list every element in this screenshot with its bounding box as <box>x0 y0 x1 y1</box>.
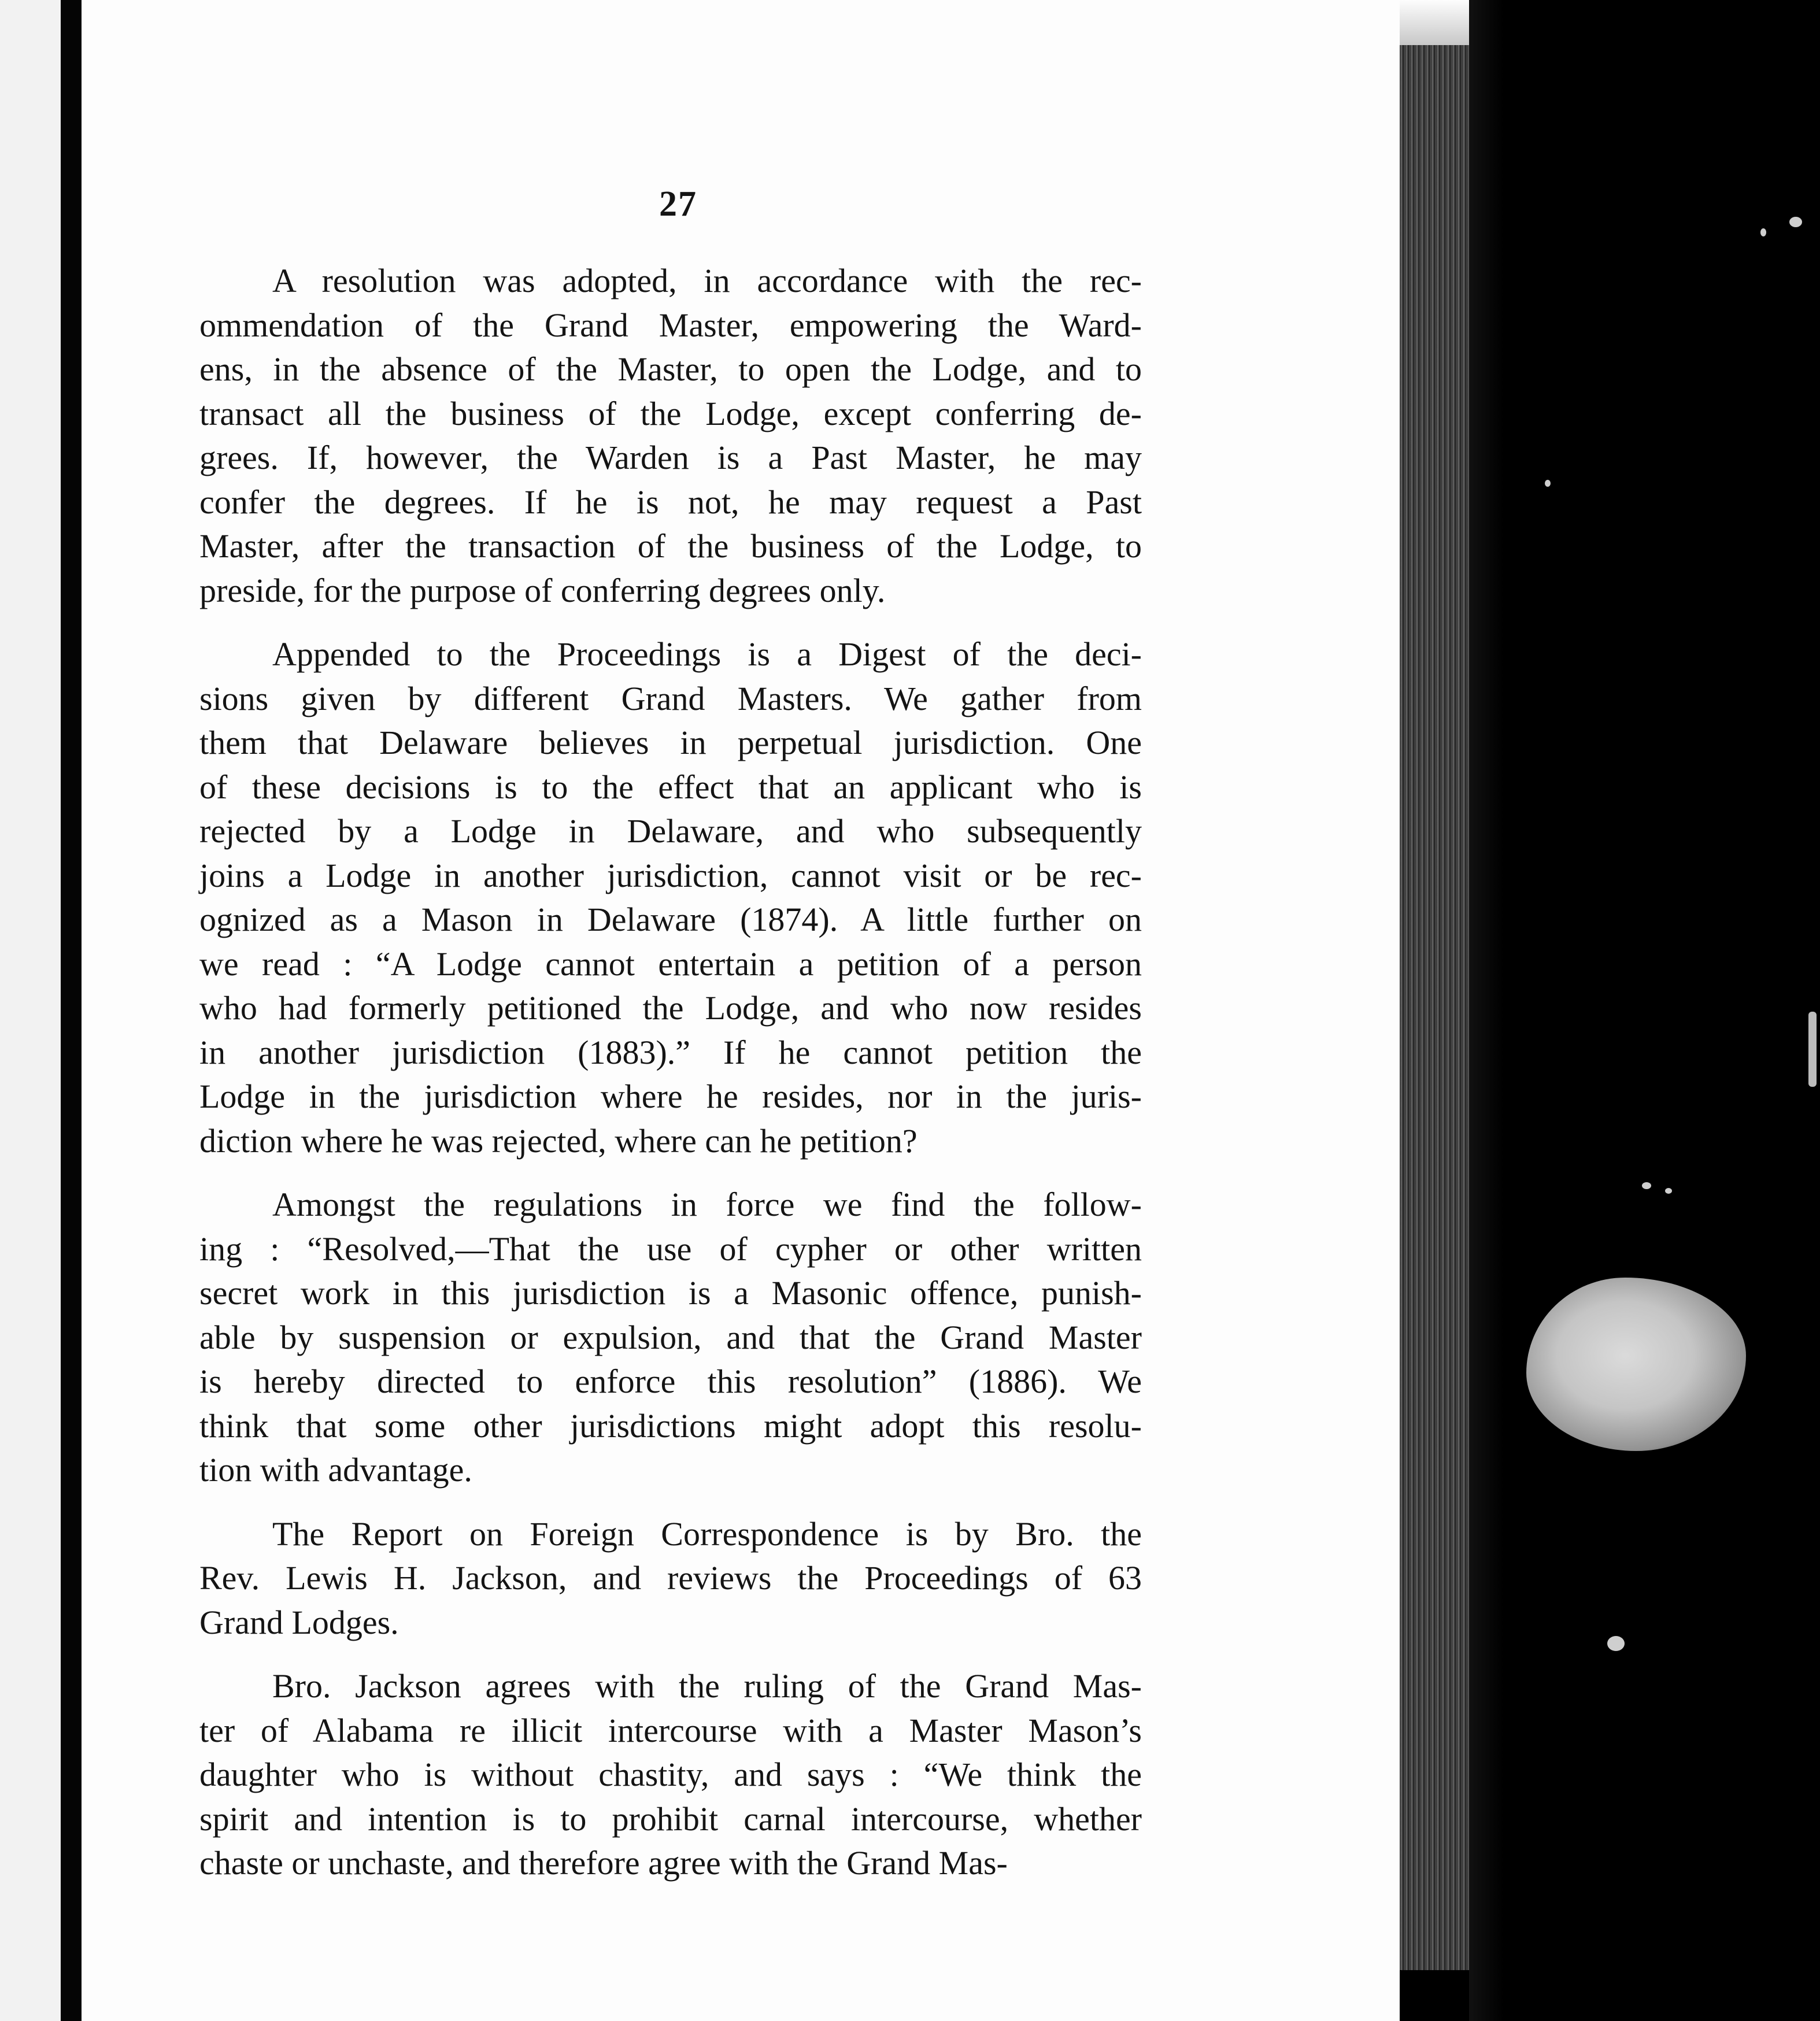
text-line: rejected by a Lodge in Delaware, and who subsequently <box>199 812 1142 850</box>
text-line: Master, after the transaction of the business of the Lodge, to <box>199 527 1142 565</box>
dust-speck <box>1607 1636 1625 1651</box>
paragraph <box>199 259 1142 613</box>
text-line: A resolution was adopted, in accordance with the rec- <box>272 262 1142 299</box>
paragraph <box>199 1664 1142 1886</box>
text-line: Lodge in the jurisdiction where he resides, nor in the juris- <box>199 1078 1142 1115</box>
text-line: Grand Lodges. <box>199 1603 399 1641</box>
page-number: 27 <box>659 184 697 224</box>
text-line: grees. If, however, the Warden is a Past Master, he may <box>199 439 1142 476</box>
paragraph-gap <box>199 613 1142 632</box>
text-line: ognized as a Mason in Delaware (1874). A little further on <box>199 901 1142 938</box>
text-line: Rev. Lewis H. Jackson, and reviews the Proceedings of 63 <box>199 1559 1142 1597</box>
paragraph-gap <box>199 1645 1142 1664</box>
paragraph <box>199 1512 1142 1645</box>
page-stack-edges <box>1400 45 1469 1970</box>
text-line: of these decisions is to the effect that an applicant who is <box>199 768 1142 806</box>
body-text <box>199 259 1142 1886</box>
previous-page-edge <box>0 0 61 2021</box>
dust-speck <box>1642 1182 1651 1189</box>
paragraph-gap <box>199 1163 1142 1183</box>
text-line: joins a Lodge in another jurisdiction, cannot visit or be rec- <box>199 856 1142 894</box>
page-stack-top <box>1400 0 1469 52</box>
text-line: daughter who is without chastity, and says : “We think the <box>199 1756 1142 1793</box>
text-line: we read : “A Lodge cannot entertain a petition of a person <box>199 945 1142 983</box>
dust-speck <box>1545 480 1551 487</box>
text-line: who had formerly petitioned the Lodge, and who now resides <box>199 989 1142 1027</box>
binding-shadow <box>1469 0 1504 2021</box>
text-line: chaste or unchaste, and therefore agree with the Grand Mas- <box>199 1844 1008 1882</box>
text-line: able by suspension or expulsion, and that the Grand Master <box>199 1318 1142 1356</box>
paragraph-gap <box>199 1493 1142 1512</box>
text-line: ens, in the absence of the Master, to open the Lodge, and to <box>199 350 1142 388</box>
text-line: ing : “Resolved,—That the use of cypher or other written <box>199 1230 1142 1268</box>
text-line: secret work in this jurisdiction is a Masonic offence, punish- <box>199 1274 1142 1312</box>
text-line: The Report on Foreign Correspondence is by Bro. the <box>272 1515 1142 1553</box>
text-line: them that Delaware believes in perpetual jurisdiction. One <box>199 724 1142 761</box>
paragraph <box>199 1183 1142 1493</box>
text-line: sions given by different Grand Masters. We gather from <box>199 679 1142 717</box>
text-line: confer the degrees. If he is not, he may request a Past <box>199 483 1142 521</box>
paragraph <box>199 632 1142 1163</box>
text-line: ommendation of the Grand Master, empowering the Ward- <box>199 306 1142 344</box>
text-line: preside, for the purpose of conferring degrees only. <box>199 571 886 609</box>
text-line: think that some other jurisdictions might adopt this resolu- <box>199 1406 1142 1445</box>
text-line: in another jurisdiction (1883).” If he cannot petition the <box>199 1033 1142 1071</box>
text-line: Appended to the Proceedings is a Digest of the deci- <box>272 635 1142 673</box>
text-line: Bro. Jackson agrees with the ruling of the Grand Mas- <box>272 1667 1142 1705</box>
dust-speck <box>1808 1012 1817 1087</box>
text-line: Amongst the regulations in force we find the follow- <box>272 1186 1142 1223</box>
text-line: tion with advantage. <box>199 1451 472 1489</box>
gutter-shadow <box>61 0 82 2021</box>
dust-speck <box>1760 228 1766 236</box>
text-line: is hereby directed to enforce this resolution” (1886). We <box>199 1363 1142 1400</box>
paper-stain <box>1526 1278 1746 1451</box>
text-line: transact all the business of the Lodge, except conferring de- <box>199 394 1142 432</box>
text-line: spirit and intention is to prohibit carnal intercourse, whether <box>199 1800 1142 1838</box>
text-line: ter of Alabama re illicit intercourse with a Master Mason’s <box>199 1711 1142 1749</box>
dust-speck <box>1665 1188 1672 1194</box>
text-line: diction where he was rejected, where can he petition? <box>199 1121 918 1160</box>
dust-speck <box>1789 217 1802 227</box>
